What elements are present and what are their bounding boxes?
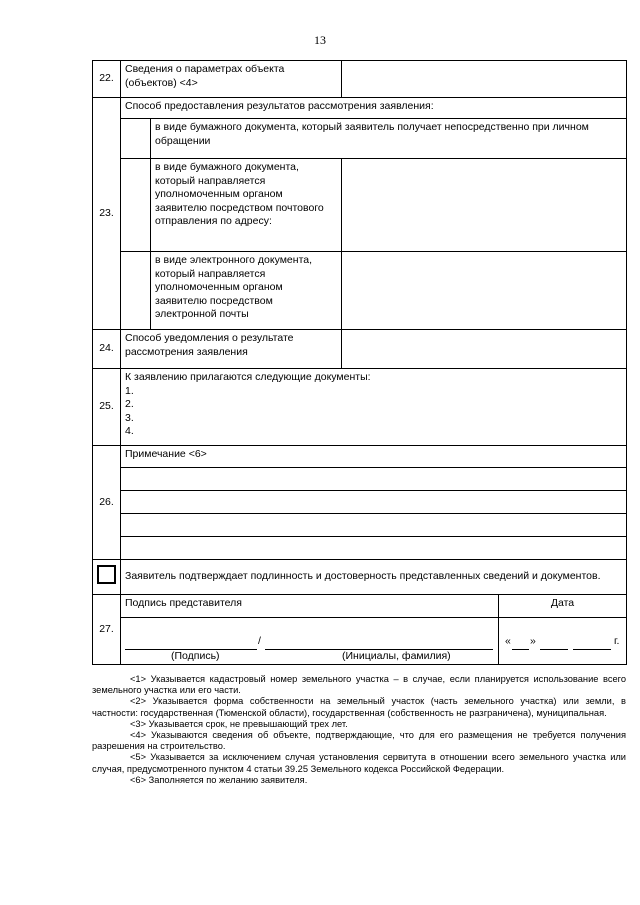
list-item[interactable]: 1. [125,384,134,397]
object-parameters-field[interactable] [342,61,627,98]
row-number: 25. [93,369,121,446]
footnote-1: <1> Указывается кадастровый номер земельного участка – в случае, если планируется использование всего земельного участка или его части. [92,674,626,696]
signature-cell [121,618,499,665]
footnote-3: <3> Указывается срок, не превышающий трех лет. [130,718,348,729]
signature-caption: (Подпись) [171,650,220,662]
row-number: 27. [93,595,121,665]
footnote-6: <6> Заполняется по желанию заявителя. [130,774,308,785]
confirmation-text: Заявитель подтверждает подлинность и достоверность представленных сведений и документов. [121,560,627,595]
signature-header: Подпись представителя [121,595,499,618]
option-label: в виде электронного документа, который направляется уполномоченным органом заявителю посредством электронной почты [151,252,342,330]
year-field[interactable] [573,637,611,650]
row-26 [93,446,627,468]
initials-caption: (Инициалы, фамилия) [342,650,451,662]
note-line[interactable] [121,537,627,560]
signature-row [93,618,627,665]
row-number: 23. [93,98,121,330]
email-field[interactable] [342,252,627,330]
attached-documents-list [125,385,622,439]
confirmation-checkbox[interactable] [97,565,116,584]
row-number: 24. [93,330,121,369]
day-field[interactable] [512,637,529,650]
signature-line[interactable] [125,637,257,650]
row-23 [93,98,627,119]
result-option-paper-in-person [93,119,627,159]
list-item[interactable]: 2. [125,398,134,410]
note-label: Примечание <6> [121,446,627,468]
row-25 [93,369,627,446]
footnotes [92,674,626,786]
date-header: Дата [499,595,627,618]
note-line[interactable] [121,491,627,514]
attached-documents [121,369,627,446]
date-cell [499,618,627,665]
note-line[interactable] [121,514,627,537]
initials-line[interactable] [265,637,493,650]
list-item[interactable]: 3. [125,411,134,424]
confirmation-checkbox-cell [93,560,121,595]
date-quote-open: « [505,635,511,647]
option-checkbox[interactable] [121,119,151,159]
signature-slash: / [258,635,261,647]
notification-method-label: Способ уведомления о результате рассмотрения заявления [121,330,342,369]
year-suffix: г. [614,635,620,647]
confirmation-row [93,560,627,595]
month-field[interactable] [540,637,568,650]
result-method-heading: Способ предоставления результатов рассмотрения заявления: [121,98,627,119]
row-22 [93,61,627,98]
mail-address-field[interactable] [342,159,627,252]
note-line[interactable] [121,468,627,491]
footnote-2: <2> Указывается форма собственности на земельный участок (часть земельного участка) или земли, в частности: государственная (Тюменской области), государственная (собственность не разграничена), муниципальная. [92,696,626,718]
footnote-4: <4> Указываются сведения об объекте, подтверждающие, что для его размещения не требуется получения разрешения на строительство. [92,730,626,752]
page-number: 13 [314,33,326,47]
row-number: 26. [93,446,121,560]
option-label: в виде бумажного документа, который заявитель получает непосредственно при личном обращении [151,119,627,159]
application-form-table [92,60,627,665]
notification-method-field[interactable] [342,330,627,369]
result-option-paper-by-mail [93,159,627,252]
list-item[interactable]: 4. [125,425,134,437]
row-27 [93,595,627,618]
result-option-electronic-email [93,252,627,330]
attached-documents-heading: К заявлению прилагаются следующие документы: [125,371,371,383]
date-quote-close: » [530,635,536,647]
row-number: 22. [93,61,121,98]
option-checkbox[interactable] [121,159,151,252]
option-checkbox[interactable] [121,252,151,330]
footnote-5: <5> Указывается за исключением случая установления сервитута в отношении всего земельного участка или случая, предусмотренного пунктом 4 статьи 39.25 Земельного кодекса Российской Федерации. [92,752,626,774]
option-label: в виде бумажного документа, который направляется уполномоченным органом заявителю посредством почтового отправления по адресу: [151,159,342,252]
object-parameters-label: Сведения о параметрах объекта (объектов) <4> [121,61,342,98]
row-24 [93,330,627,369]
